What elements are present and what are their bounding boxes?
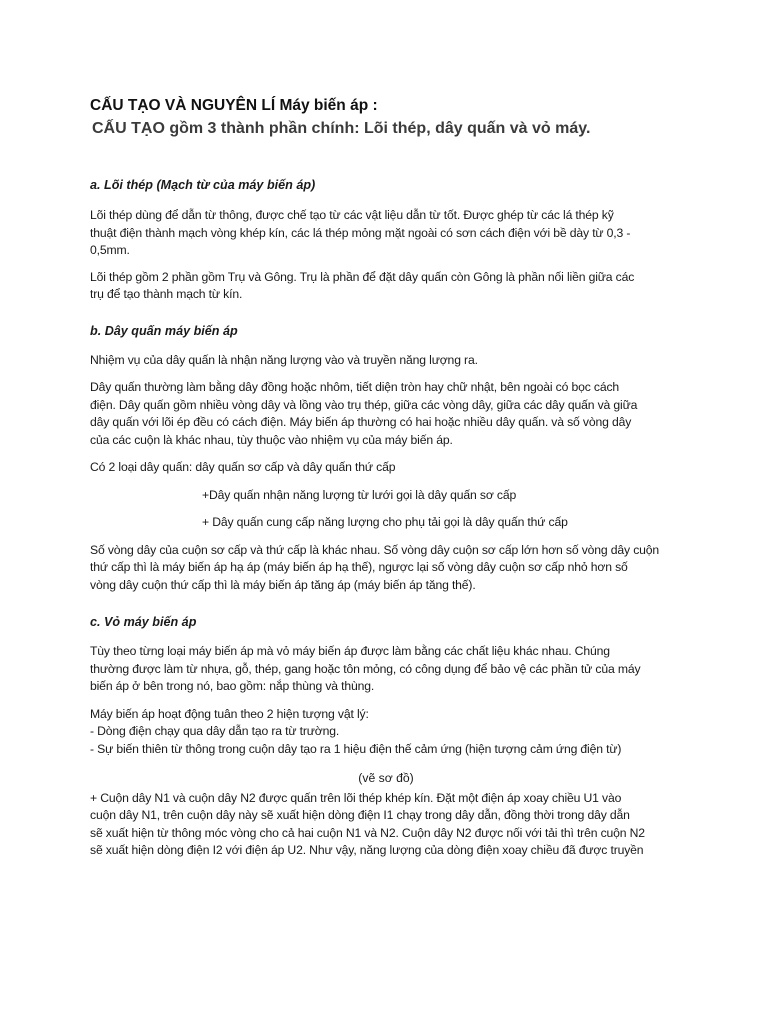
text-line: sẽ xuất hiện dòng điện I2 với điện áp U2. Như vậy, năng lượng của dòng điện xoay chiều đã được truyền <box>90 843 644 857</box>
text-line: Có 2 loại dây quấn: dây quấn sơ cấp và dây quấn thứ cấp <box>90 460 396 474</box>
text-line: - Dòng điện chạy qua dây dẫn tạo ra từ trường. <box>90 724 340 738</box>
page-title: CẤU TẠO VÀ NGUYÊN LÍ Máy biến áp : <box>90 97 378 114</box>
section-a-paragraph-2 <box>90 269 682 304</box>
text-line: dây quấn với lõi ép đều có cách điện. Máy biến áp thường có hai hoặc nhiều dây quấn. và số vòng dây <box>90 415 632 429</box>
section-a-heading: a. Lõi thép (Mạch từ của máy biến áp) <box>90 178 316 192</box>
section-b-heading: b. Dây quấn máy biến áp <box>90 323 238 338</box>
text-line: Nhiệm vụ của dây quấn là nhận năng lượng vào và truyền năng lượng ra. <box>90 352 478 367</box>
text-line: Lõi thép dùng để dẫn từ thông, được chế tạo từ các vật liệu dẫn từ tốt. Được ghép từ các lá thép kỹ <box>90 208 614 222</box>
section-c-paragraph-3 <box>90 790 682 860</box>
text-line: +Dây quấn nhận năng lượng từ lưới gọi là dây quấn sơ cấp <box>202 487 517 502</box>
section-c-paragraph-2 <box>90 706 682 759</box>
section-b-paragraph-6 <box>90 542 682 595</box>
section-c-heading: c. Vỏ máy biến áp <box>90 615 197 629</box>
text-line: Máy biến áp hoạt động tuân theo 2 hiện tượng vật lý: <box>90 706 369 721</box>
text-line: Dây quấn thường làm bằng dây đồng hoặc nhôm, tiết diện tròn hay chữ nhật, bên ngoài có bọc cách <box>90 380 620 394</box>
text-line: vòng dây cuộn thứ cấp thì là máy biến áp tăng áp (máy biến áp tăng thế). <box>90 577 476 592</box>
page-subtitle: CẤU TẠO gồm 3 thành phần chính: Lõi thép, dây quấn và vỏ máy. <box>92 120 591 137</box>
text-line: trụ để tạo thành mạch từ kín. <box>90 287 243 301</box>
section-b-paragraph-1 <box>90 352 682 370</box>
text-line: sẽ xuất hiện từ thông móc vòng cho cả hai cuộn N1 và N2. Cuộn dây N2 được nối với tải thì trên cuộn N2 <box>90 825 645 840</box>
diagram-note: (vẽ sơ đồ) <box>358 771 414 785</box>
section-b-paragraph-2 <box>90 379 682 449</box>
text-line: Tùy theo từng loại máy biến áp mà vỏ máy biến áp được làm bằng các chất liệu khác nhau. Chúng <box>90 644 610 658</box>
text-line: Số vòng dây của cuộn sơ cấp và thứ cấp là khác nhau. Số vòng dây cuộn sơ cấp lớn hơn số vòng dây cuộn <box>90 542 660 557</box>
primary-winding-item <box>202 487 682 505</box>
text-line: 0,5mm. <box>90 243 130 257</box>
text-line: thường được làm từ nhựa, gỗ, thép, gang hoặc tôn mỏng, có công dụng để bảo vệ các phần tử của máy <box>90 661 641 676</box>
secondary-winding-item <box>202 514 682 532</box>
section-a-paragraph-1 <box>90 207 682 260</box>
text-line: của các cuộn là khác nhau, tùy thuộc vào nhiệm vụ của máy biến áp. <box>90 432 453 447</box>
section-c-paragraph-1 <box>90 643 682 696</box>
text-line: + Dây quấn cung cấp năng lượng cho phụ tải gọi là dây quấn thứ cấp <box>202 515 568 529</box>
text-line: + Cuộn dây N1 và cuộn dây N2 được quấn trên lõi thép khép kín. Đặt một điện áp xoay chiều U1 vào <box>90 790 622 805</box>
section-b-paragraph-3 <box>90 459 682 477</box>
text-line: điện. Dây quấn gồm nhiều vòng dây và lồng vào trụ thép, giữa các vòng dây, giữa các dây quấn và giữa <box>90 397 638 412</box>
text-line: cuộn dây N1, trên cuộn dây này sẽ xuất hiện dòng điện I1 chạy trong dây dẫn, đồng thời trong dây dẫn <box>90 808 630 822</box>
text-line: Lõi thép gồm 2 phần gồm Trụ và Gông. Trụ là phần để đặt dây quấn còn Gông là phần nối liền giữa các <box>90 269 635 284</box>
text-line: biến áp ở bên trong nó, bao gồm: nắp thùng và thùng. <box>90 679 375 693</box>
document-content <box>90 96 682 860</box>
text-line: thuật điện thành mạch vòng khép kín, các lá thép mỏng mặt ngoài có sơn cách điện với bề dày từ 0,3 - <box>90 225 631 240</box>
text-line: thứ cấp thì là máy biến áp hạ áp (máy biến áp hạ thế), ngược lại số vòng dây cuộn sơ cấp nhỏ hơn số <box>90 560 628 574</box>
text-line: - Sự biến thiên từ thông trong cuộn dây tạo ra 1 hiệu điện thế cảm ứng (hiện tượng cảm ứng điện từ) <box>90 741 622 756</box>
